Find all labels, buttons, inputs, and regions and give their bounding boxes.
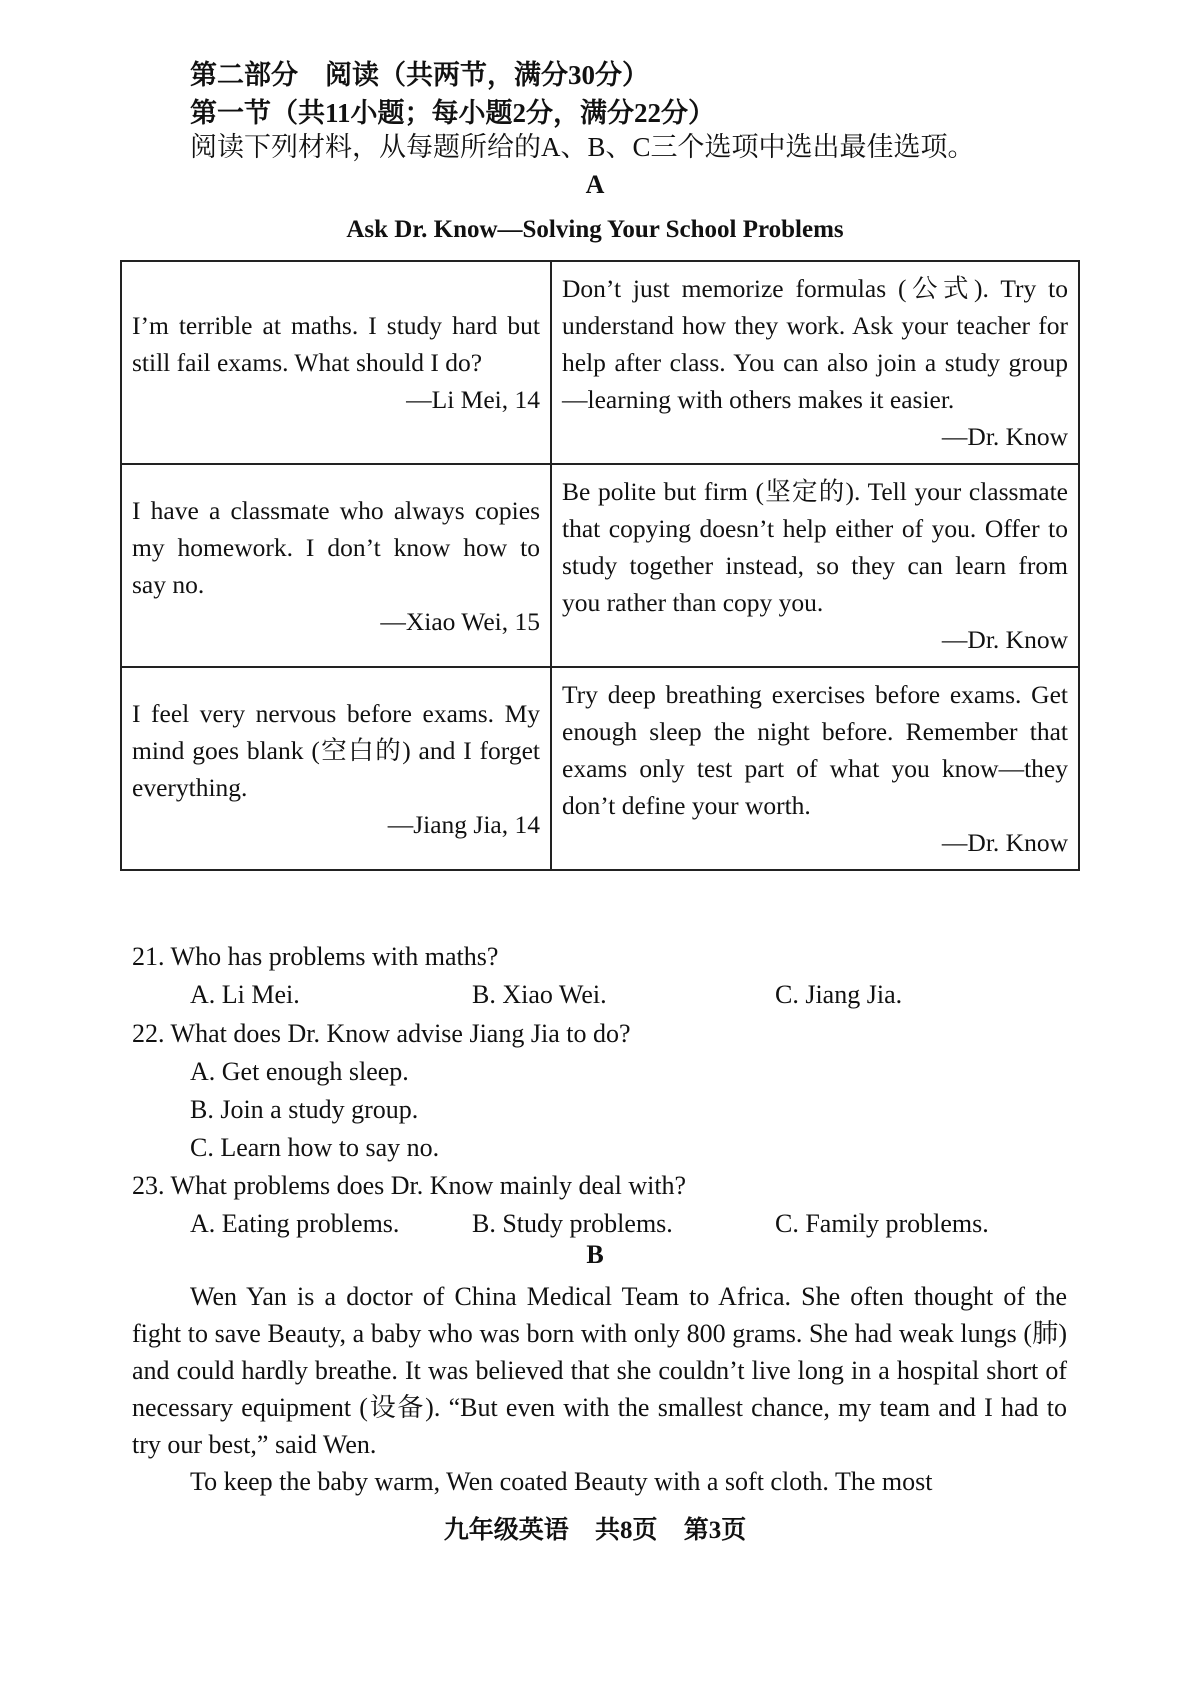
section-b-label: B (586, 1240, 604, 1269)
table-row (121, 464, 1079, 667)
asker-signature: —Li Mei, 14 (406, 385, 540, 414)
footer-subject: 九年级英语 (443, 1517, 569, 1544)
footer-page-number: 第3页 (683, 1517, 747, 1544)
passage-paragraph: Wen Yan is a doctor of China Medical Team to Africa. She often thought of the fight to save Beauty, a baby who was born with only 800 grams. She had weak lungs (肺) and could hardly breathe. It was believed that she couldn’t live long in a hospital short of necessary equipment (设备). “But even with the smallest chance, my team and I had to try our best,” said Wen. (132, 1282, 1067, 1459)
responder-signature: —Dr. Know (941, 828, 1068, 857)
section-title: 第一节（共11小题；每小题2分，满分22分） (190, 98, 716, 128)
q22-option-a[interactable]: A. Get enough sleep. (190, 1057, 409, 1086)
question-23: 23. What problems does Dr. Know mainly deal with? (132, 1171, 687, 1200)
q22-option-c[interactable]: C. Learn how to say no. (190, 1133, 440, 1162)
question-22: 22. What does Dr. Know advise Jiang Jia to do? (132, 1019, 631, 1048)
answer-cell (551, 667, 1079, 870)
answer-text: Don’t just memorize formulas (公式). Try to understand how they work. Ask your teacher for help after class. You can also join a study group—learning with others makes it easier. (562, 274, 1068, 414)
q22-option-b[interactable]: B. Join a study group. (190, 1095, 419, 1124)
question-21: 21. Who has problems with maths? (132, 942, 499, 971)
q23-option-a[interactable]: A. Eating problems. (190, 1209, 400, 1238)
section-a-label: A (585, 170, 605, 199)
responder-signature: —Dr. Know (941, 422, 1068, 451)
question-cell (121, 667, 551, 870)
question-cell (121, 261, 551, 464)
q21-option-c[interactable]: C. Jiang Jia. (775, 980, 903, 1009)
table-row (121, 261, 1079, 464)
passage-b (132, 1278, 1067, 1500)
question-cell (121, 464, 551, 667)
q23-option-c[interactable]: C. Family problems. (775, 1209, 989, 1238)
question-text: I’m terrible at maths. I study hard but still fail exams. What should I do? (132, 311, 540, 377)
part-title: 第二部分 阅读（共两节，满分30分） (190, 60, 649, 90)
table-row (121, 667, 1079, 870)
question-text: I feel very nervous before exams. My mind goes blank (空白的) and I forget everything. (132, 698, 540, 802)
advice-table (120, 260, 1080, 871)
q21-option-a[interactable]: A. Li Mei. (190, 980, 300, 1009)
answer-text: Be polite but firm (坚定的). Tell your classmate that copying doesn’t help either of you. Offer to study together instead, so they can learn from you rather than copy you. (562, 477, 1068, 617)
q23-option-b[interactable]: B. Study problems. (472, 1209, 673, 1238)
asker-signature: —Xiao Wei, 15 (380, 606, 540, 636)
asker-signature: —Jiang Jia, 14 (387, 809, 540, 839)
q21-option-b[interactable]: B. Xiao Wei. (472, 980, 607, 1009)
question-text: I have a classmate who always copies my homework. I don’t know how to say no. (132, 495, 540, 599)
article-title: Ask Dr. Know—Solving Your School Problems (346, 216, 844, 243)
answer-cell (551, 464, 1079, 667)
footer-total-pages: 共8页 (594, 1517, 658, 1544)
responder-signature: —Dr. Know (941, 625, 1068, 654)
passage-paragraph: To keep the baby warm, Wen coated Beauty with a soft cloth. The most (190, 1467, 933, 1496)
page-footer (0, 1510, 1190, 1546)
answer-text: Try deep breathing exercises before exams. Get enough sleep the night before. Remember that exams only test part of what you know—they don’t define your worth. (562, 680, 1068, 820)
answer-cell (551, 261, 1079, 464)
instruction: 阅读下列材料，从每题所给的A、B、C三个选项中选出最佳选项。 (190, 132, 975, 162)
